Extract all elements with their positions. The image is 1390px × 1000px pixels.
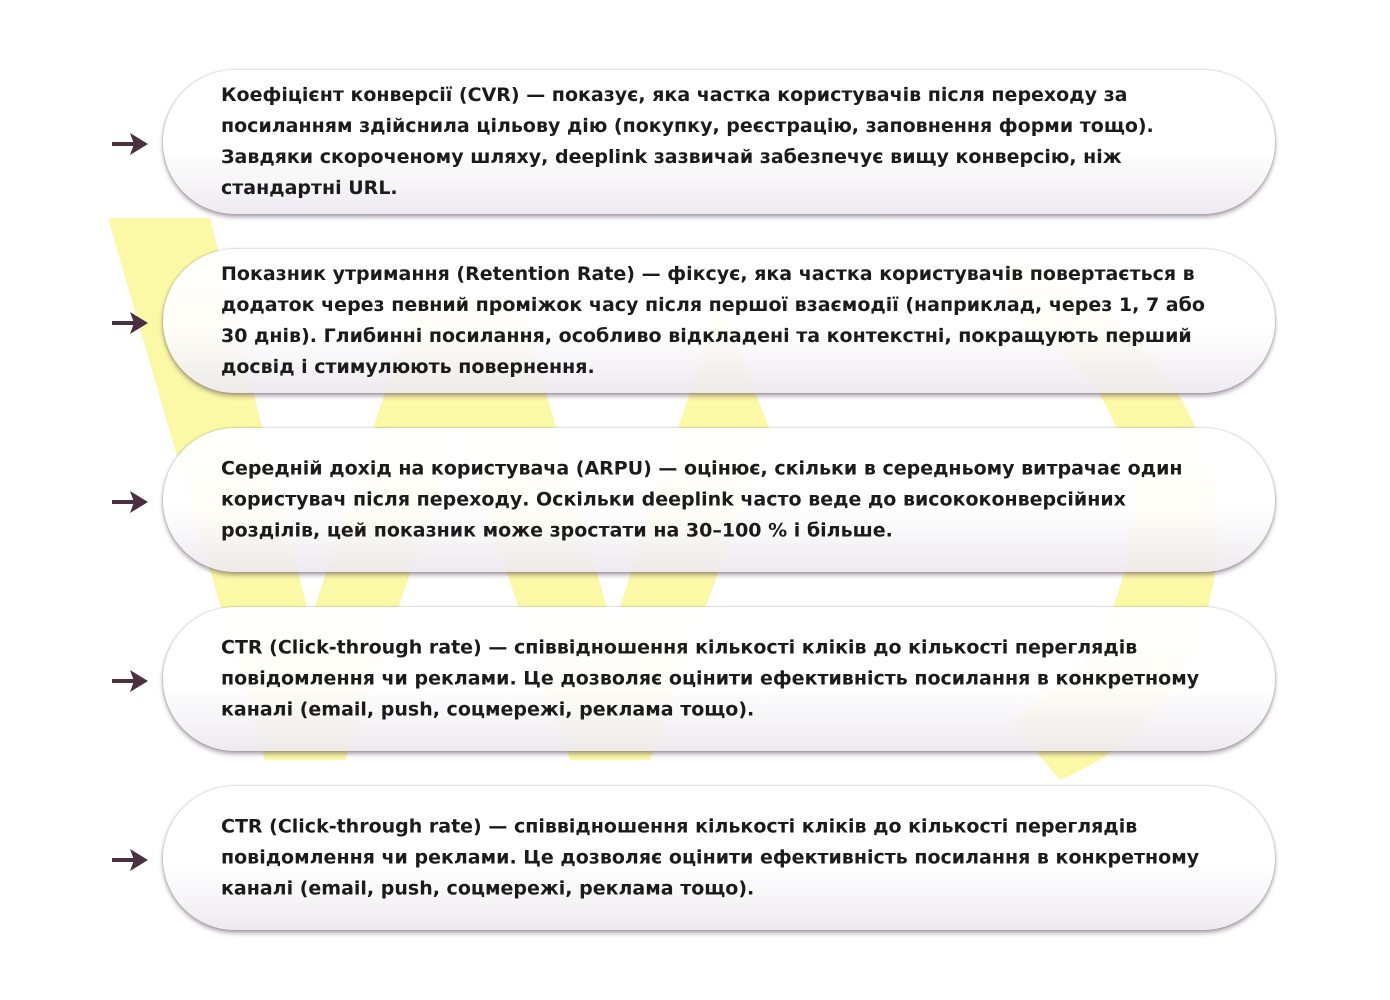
metric-card [163, 786, 1275, 930]
arrow-right-icon [112, 132, 148, 156]
metric-card [163, 249, 1275, 393]
metric-card [163, 607, 1275, 751]
arrow-right-icon [112, 490, 148, 514]
metric-row [0, 70, 1390, 218]
arrow-right-icon [112, 311, 148, 335]
metric-description: CTR (Click-through rate) — співвідношення кількості кліків до кількості переглядів повідомлення чи реклами. Це дозволяє оцінити ефективність посилання в конкретному каналі (email, push, соцмережі, реклама тощо). [221, 636, 1200, 721]
metric-description: Коефіцієнт конверсії (CVR) — показує, яка частка користувачів після переходу за посиланням здійснила цільову дію (покупку, реєстрацію, заповнення форми тощо). Завдяки скороченому шляху, deeplink зазвичай забезпечує вищу конверсію, ніж стандартні URL. [221, 84, 1154, 199]
metric-card [163, 428, 1275, 572]
metric-row [0, 786, 1390, 934]
metric-row [0, 607, 1390, 755]
metric-row [0, 249, 1390, 397]
metric-description: Показник утримання (Retention Rate) — фіксує, яка частка користувачів повертається в додаток через певний проміжок часу після першої взаємодії (наприклад, через 1, 7 або 30 днів). Глибинні посилання, особливо відкладені та контекстні, покращують перший досвід і стимулюють повернення. [221, 263, 1205, 378]
arrow-right-icon [112, 669, 148, 693]
metric-description: Середній дохід на користувача (ARPU) — оцінює, скільки в середньому витрачає один користувач після переходу. Оскільки deeplink часто веде до висококонверсійних розділів, цей показник може зростати на 30–100 % і більше. [221, 457, 1183, 542]
metric-description: CTR (Click-through rate) — співвідношення кількості кліків до кількості переглядів повідомлення чи реклами. Це дозволяє оцінити ефективність посилання в конкретному каналі (email, push, соцмережі, реклама тощо). [221, 815, 1200, 900]
arrow-right-icon [112, 848, 148, 872]
metric-row [0, 428, 1390, 576]
metric-card [163, 70, 1275, 214]
